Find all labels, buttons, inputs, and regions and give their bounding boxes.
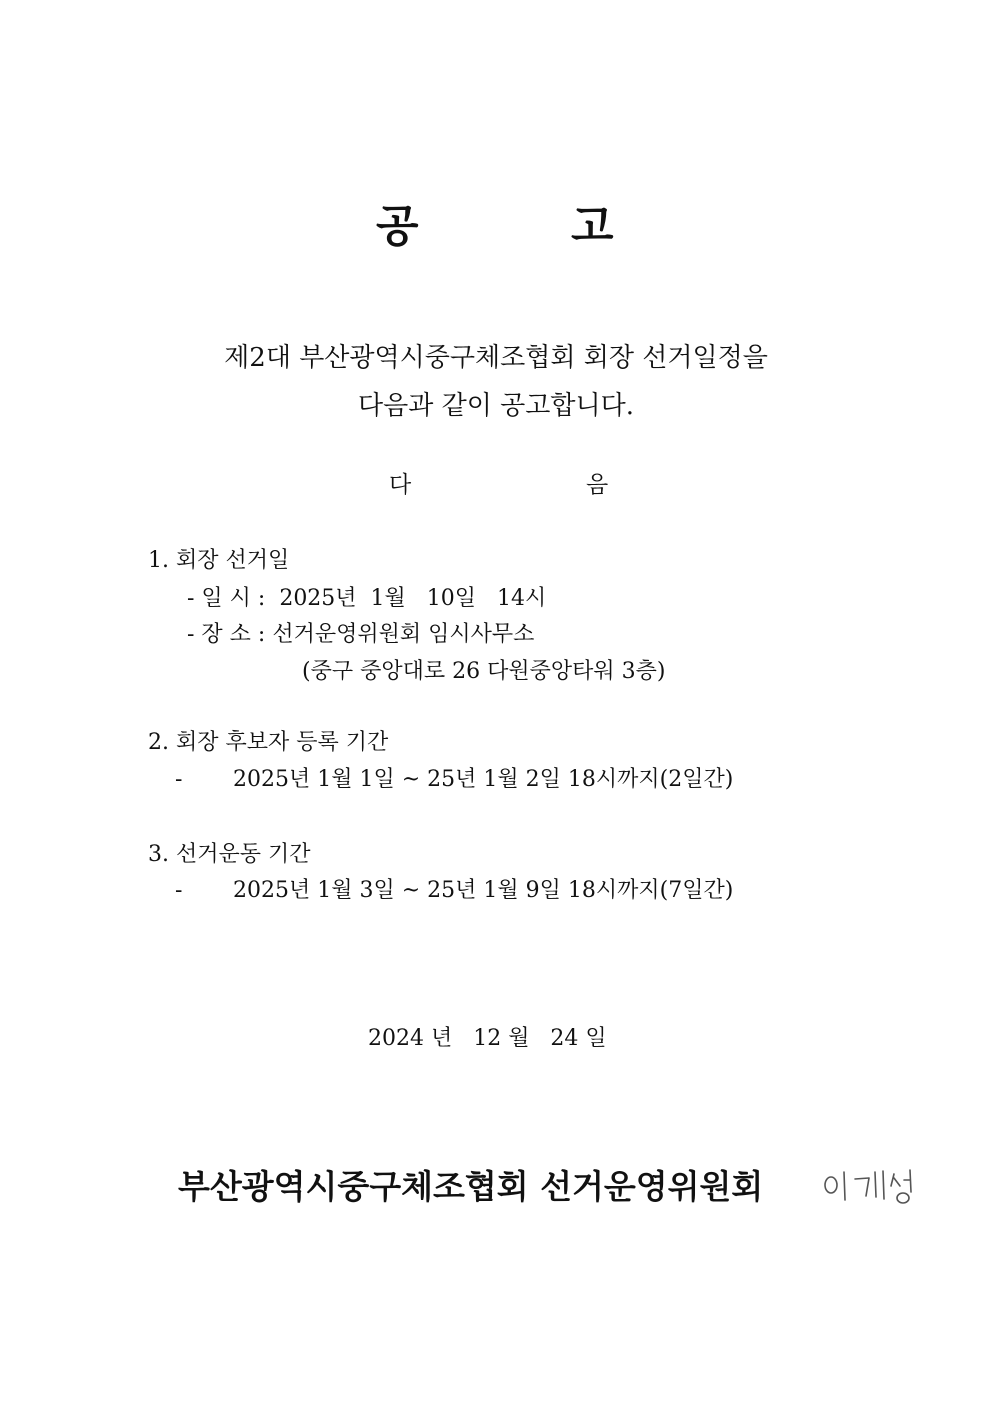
handwritten-signature	[822, 1166, 918, 1210]
election-day-place: - 장 소 : 선거운영위원회 임시사무소	[187, 622, 535, 647]
section-heading-char-1: 다	[389, 472, 412, 498]
election-day-heading: 1. 회장 선거일	[148, 548, 290, 573]
intro-line-1: 제2대 부산광역시중구체조협회 회장 선거일정을	[224, 343, 768, 373]
election-day-datetime: - 일 시 : 2025년 1월 10일 14시	[187, 586, 547, 611]
campaign-heading: 3. 선거운동 기간	[148, 842, 311, 867]
campaign-dash: -	[175, 878, 183, 903]
registration-heading: 2. 회장 후보자 등록 기간	[148, 730, 389, 755]
election-day-address: (중구 중앙대로 26 다원중앙타워 3층)	[302, 659, 666, 684]
intro-line-2: 다음과 같이 공고합니다.	[358, 391, 634, 421]
registration-dash: -	[175, 767, 183, 792]
campaign-period: 2025년 1월 3일 ~ 25년 1월 9일 18시까지(7일간)	[233, 878, 734, 903]
section-heading-char-2: 음	[586, 472, 609, 498]
issuing-organization: 부산광역시중구체조협회 선거운영위원회	[178, 1167, 764, 1206]
notice-title-char-2: 고	[571, 201, 614, 252]
registration-period: 2025년 1월 1일 ~ 25년 1월 2일 18시까지(2일간)	[233, 767, 734, 792]
issue-date: 2024 년 12 월 24 일	[368, 1026, 607, 1051]
notice-title-char-1: 공	[376, 201, 419, 252]
